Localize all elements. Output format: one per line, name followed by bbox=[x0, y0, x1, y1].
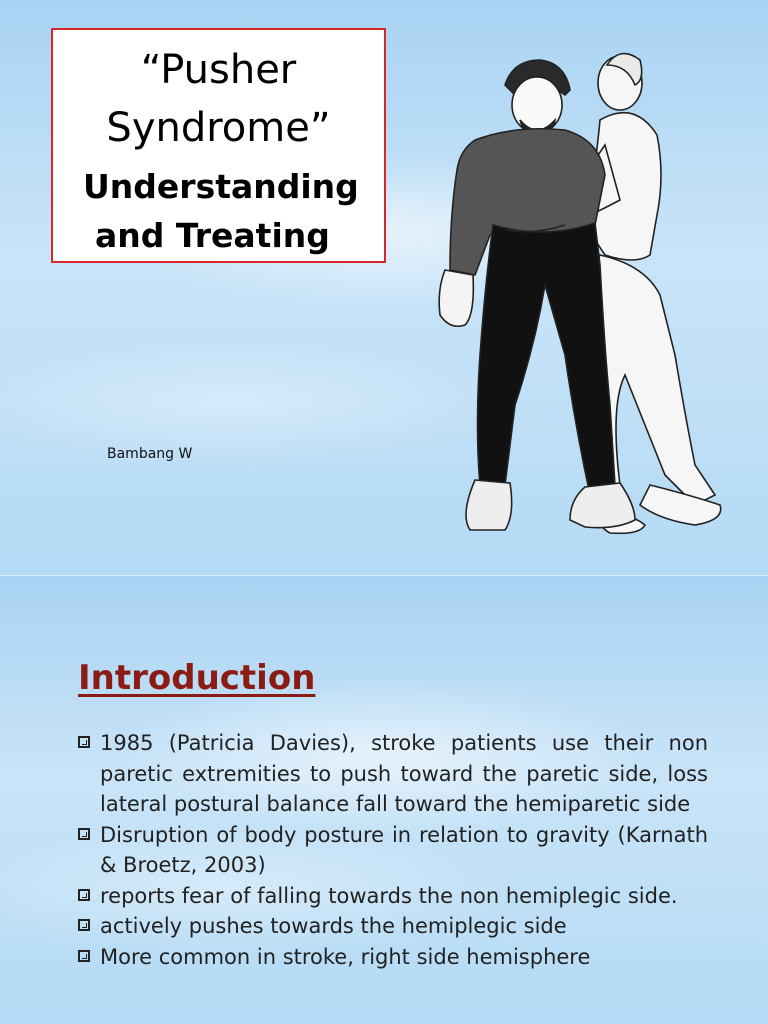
therapist-patient-illustration bbox=[395, 25, 745, 545]
bullet-text: reports fear of falling towards the non hemiplegic side. bbox=[100, 883, 678, 908]
bullet-item bbox=[78, 942, 708, 973]
bullet-item bbox=[78, 728, 708, 820]
bullet-list bbox=[78, 728, 708, 972]
bullet-text: More common in stroke, right side hemisphere bbox=[100, 944, 591, 969]
introduction-slide bbox=[0, 576, 768, 1024]
bullet-item bbox=[78, 911, 708, 942]
bullet-item bbox=[78, 881, 708, 912]
checkbox-bullet-icon bbox=[78, 736, 90, 748]
section-heading: Introduction bbox=[78, 658, 316, 698]
title-line-2: Syndrome” bbox=[106, 105, 331, 151]
checkbox-bullet-icon bbox=[78, 889, 90, 901]
checkbox-bullet-icon bbox=[78, 950, 90, 962]
subtitle-line-1: Understanding bbox=[83, 167, 359, 206]
bullet-text: Disruption of body posture in relation to gravity (Karnath & Broetz, 2003) bbox=[100, 822, 708, 877]
bullet-item bbox=[78, 820, 708, 881]
bullet-text: actively pushes towards the hemiplegic side bbox=[100, 914, 567, 938]
subtitle-line-2: and Treating bbox=[95, 216, 330, 255]
title-line-1: “Pusher bbox=[140, 47, 297, 93]
bullet-text: 1985 (Patricia Davies), stroke patients use their non paretic extremities to push toward the paretic side, loss lateral postural balance fall toward the hemiparetic side bbox=[100, 731, 708, 816]
checkbox-bullet-icon bbox=[78, 919, 90, 931]
checkbox-bullet-icon bbox=[78, 828, 90, 840]
title-box bbox=[51, 28, 386, 263]
author-name: Bambang W bbox=[107, 446, 193, 462]
